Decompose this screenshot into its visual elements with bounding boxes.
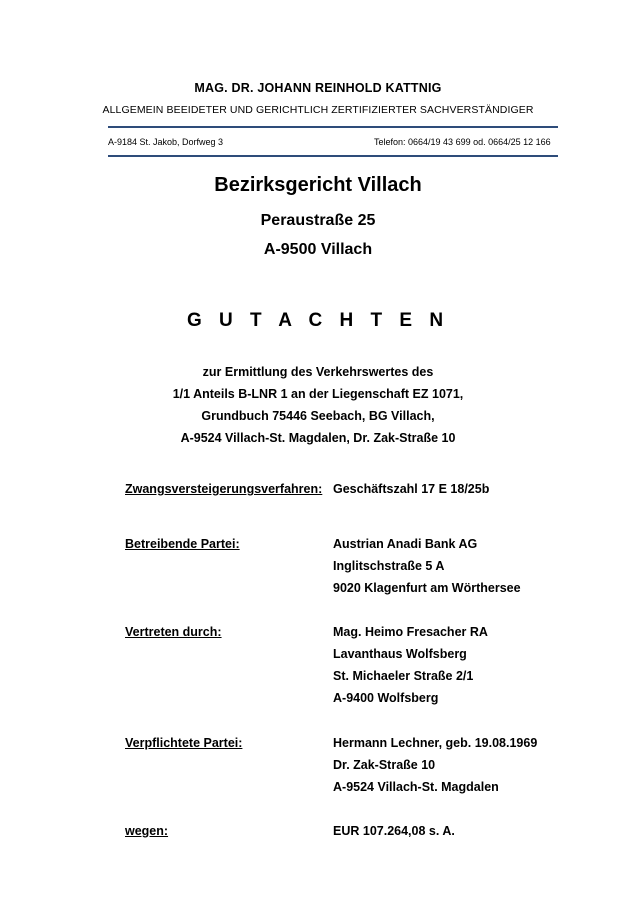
detail-value: Mag. Heimo Fresacher RA [333, 625, 488, 639]
detail-label-proceedings: Zwangsversteigerungsverfahren: [125, 482, 323, 496]
detail-value: Hermann Lechner, geb. 19.08.1969 [333, 736, 538, 750]
detail-value: Austrian Anadi Bank AG [333, 537, 478, 551]
detail-value: St. Michaeler Straße 2/1 [333, 669, 474, 683]
document-title: G U T A C H T E N [186, 310, 450, 331]
detail-value: Dr. Zak-Straße 10 [333, 758, 436, 772]
detail-label-represented-by: Vertreten durch: [125, 625, 222, 639]
detail-value: 9020 Klagenfurt am Wörthersee [333, 581, 521, 595]
detail-label-plaintiff: Betreibende Partei: [125, 537, 240, 551]
subtitle-line: A-9524 Villach-St. Magdalen, Dr. Zak-Straße 10 [180, 431, 456, 445]
letterhead-rule-bottom [108, 155, 558, 157]
detail-value: Lavanthaus Wolfsberg [333, 647, 467, 661]
author-name: MAG. DR. JOHANN REINHOLD KATTNIG [194, 81, 442, 95]
court-street: Peraustraße 25 [260, 212, 376, 229]
subtitle-line: Grundbuch 75446 Seebach, BG Villach, [201, 409, 435, 423]
court-city: A-9500 Villach [263, 241, 373, 258]
detail-value: EUR 107.264,08 s. A. [333, 824, 455, 838]
detail-value: A-9524 Villach-St. Magdalen [333, 780, 499, 794]
detail-value: Geschäftszahl 17 E 18/25b [333, 482, 490, 496]
author-phone: Telefon: 0664/19 43 699 od. 0664/25 12 166 [374, 137, 551, 147]
detail-value: A-9400 Wolfsberg [333, 691, 439, 705]
author-address: A-9184 St. Jakob, Dorfweg 3 [108, 137, 224, 147]
subtitle-line: zur Ermittlung des Verkehrswertes des [202, 365, 434, 379]
detail-label-defendant: Verpflichtete Partei: [125, 736, 243, 750]
court-name: Bezirksgericht Villach [214, 174, 422, 196]
letterhead-rule-top [108, 126, 558, 128]
detail-value: Inglitschstraße 5 A [333, 559, 445, 573]
detail-label-regarding: wegen: [125, 824, 169, 838]
author-title: ALLGEMEIN BEEIDETER UND GERICHTLICH ZERTIFIZIERTER SACHVERSTÄNDIGER [102, 104, 534, 116]
subtitle-line: 1/1 Anteils B-LNR 1 an der Liegenschaft EZ 1071, [172, 387, 464, 401]
